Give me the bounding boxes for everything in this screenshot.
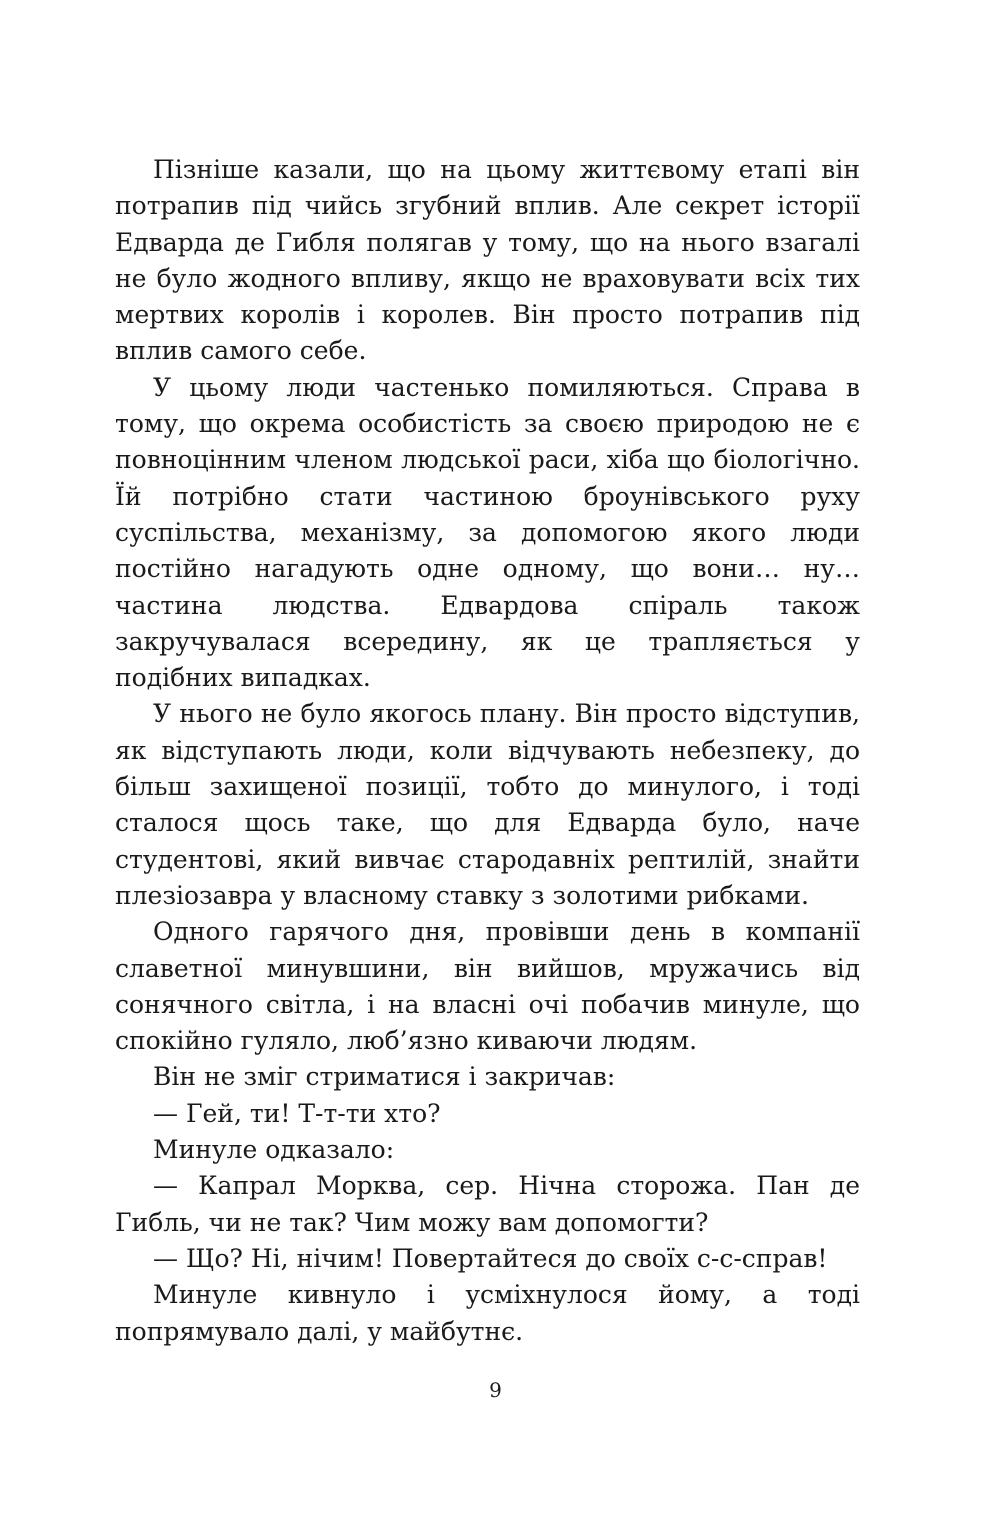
- page-text-block: [115, 152, 860, 1350]
- paragraph-1: Пізніше казали, що на цьому життєвому етапі він потрапив під чийсь згубний вплив. Але секрет історії Едварда де Гибля полягав у тому, що на нього взагалі не було жодного впливу, якщо не враховувати всіх тих мертвих королів і королев. Він просто потрапив під вплив самого себе.: [115, 155, 860, 366]
- paragraph-7: Минуле кивнуло і усміхнулося йому, а тоді попрямувало далі, у майбутнє.: [115, 1280, 860, 1346]
- dialogue-line-1: — Гей, ти! Т-т-ти хто?: [153, 1098, 441, 1128]
- page-number: 9: [489, 1378, 502, 1402]
- paragraph-6: Минуле одказало:: [153, 1135, 395, 1165]
- dialogue-line-2: — Капрал Морква, сер. Нічна сторожа. Пан де Гибль, чи не так? Чим можу вам допомогти?: [115, 1171, 860, 1237]
- paragraph-3: У нього не було якогось плану. Він просто відступив, як відступають люди, коли відчувають небезпеку, до більш захищеної позиції, тобто до минулого, і тоді сталося щось таке, що для Едварда було, наче студентові, який вивчає стародавніх рептилій, знайти плезіозавра у власному ставку з золотими рибками.: [115, 699, 860, 910]
- dialogue-line-3: — Що? Ні, нічим! Повертайтеся до своїх с-с-справ!: [153, 1243, 828, 1273]
- paragraph-2: У цьому люди частенько помиляються. Справа в тому, що окрема особистість за своєю природою не є повноцінним членом людської раси, хіба що біологічно. Їй потрібно стати частиною броунівського руху суспільства, механізму, за допомогою якого люди постійно нагадують одне одному, що вони… ну… частина людства. Едвардова спіраль також закручувалася всередину, як це трапляється у подібних випадках.: [115, 372, 860, 693]
- paragraph-4: Одного гарячого дня, провівши день в компанії славетної минувшини, він вийшов, мружачись від сонячного світла, і на власні очі побачив минуле, що спокійно гуляло, люб’язно киваючи людям.: [115, 917, 860, 1056]
- paragraph-5: Він не зміг стриматися і закричав:: [153, 1062, 616, 1092]
